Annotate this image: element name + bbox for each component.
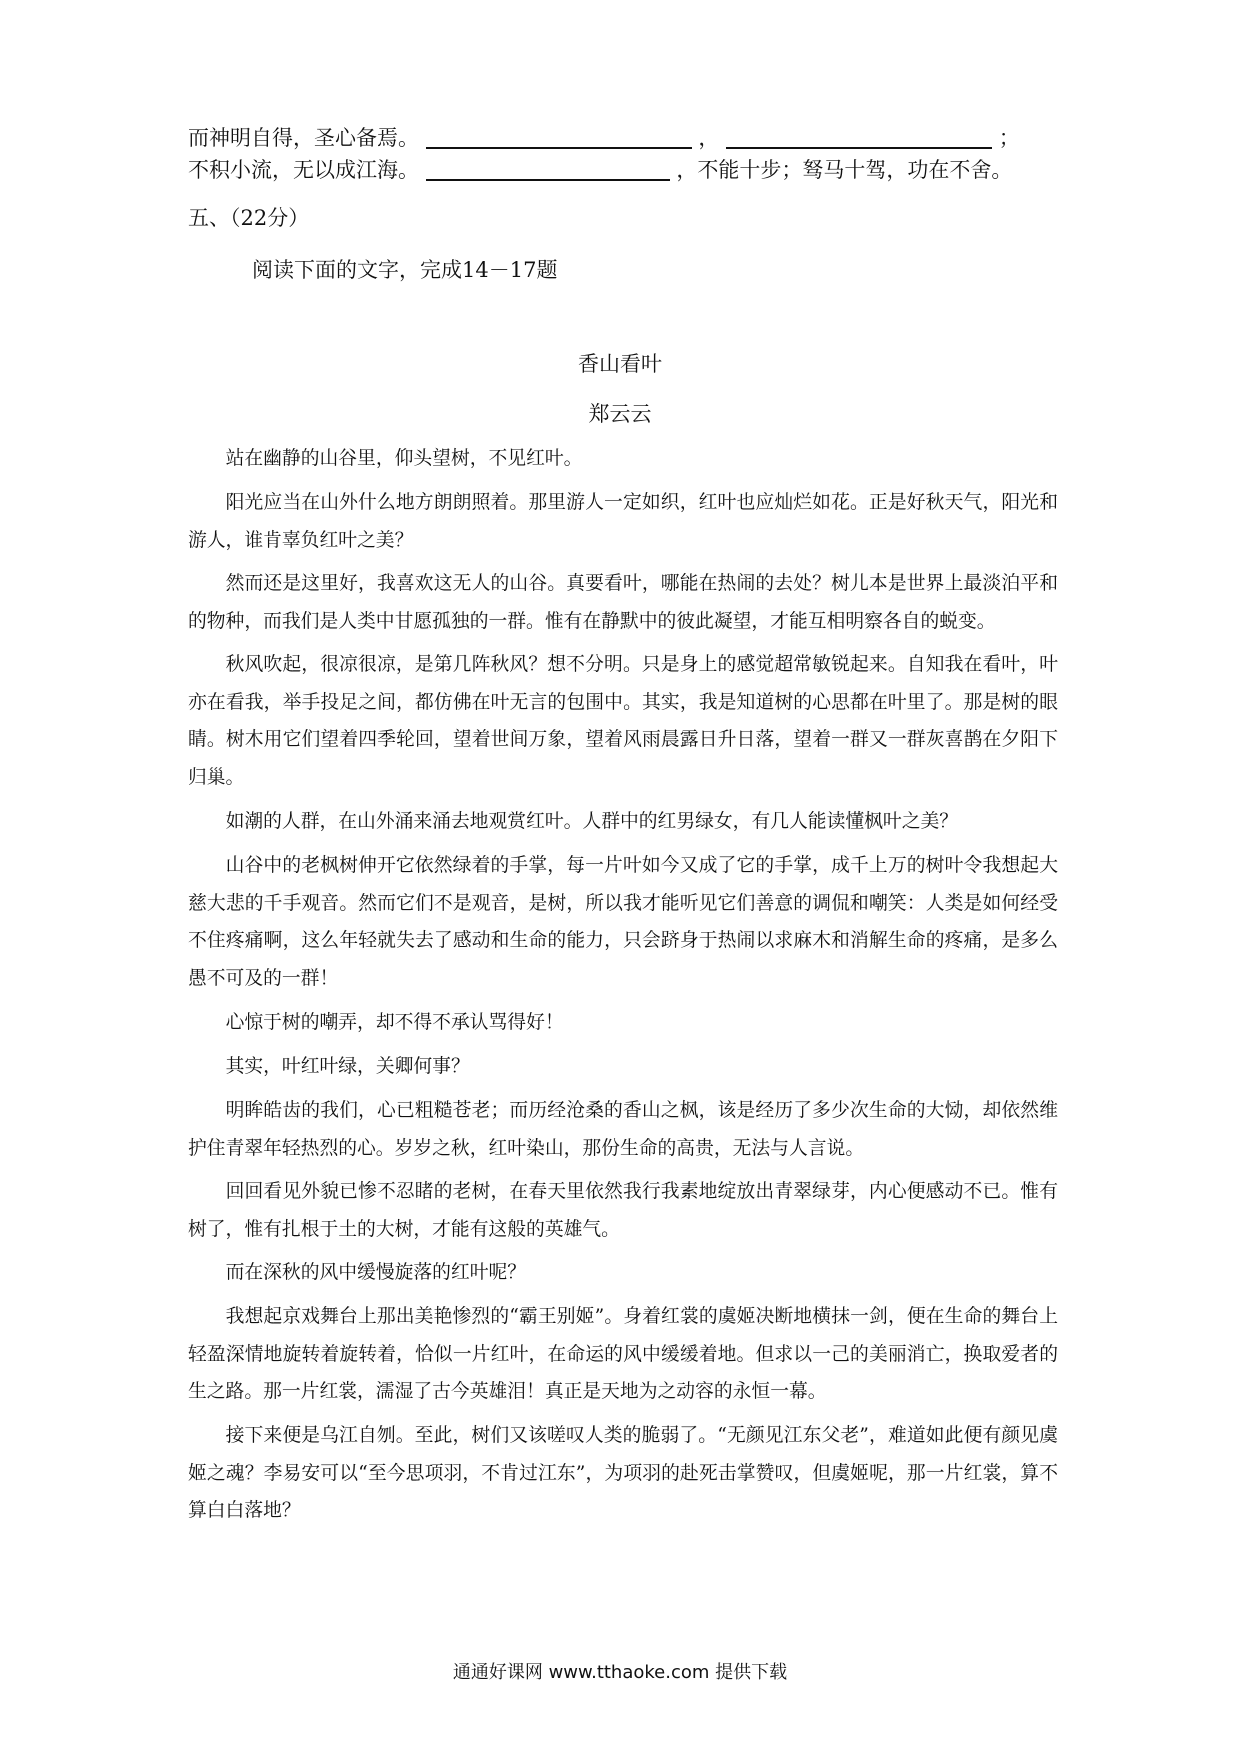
section-heading: 五、（22分） bbox=[188, 206, 310, 230]
answer-blank-2[interactable] bbox=[726, 125, 992, 149]
page-footer: 通通好课网 www.tthaoke.com 提供下载 bbox=[452, 1662, 788, 1683]
article-paragraph-5: 如潮的人群，在山外涌来涌去地观赏红叶。人群中的红男绿女，有几人能读懂枫叶之美？ bbox=[225, 811, 959, 832]
article-paragraph-12: 我想起京戏舞台上那出美艳惨烈的“霸王别姬”。身着红裳的虞姬决断地横抹一剑，便在生命的舞台上轻盈深情地旋转着旋转着，恰似一片红叶，在命运的风中缓缓着地。但求以一己的美丽消亡，换取爱者的生之路。那一片红裳，濡湿了古今英雄泪！真正是天地为之动容的永恒一幕。 bbox=[188, 1306, 1058, 1403]
article-paragraph-13: 接下来便是乌江自刎。至此，树们又该嗟叹人类的脆弱了。“无颜见江东父老”，难道如此便有颜见虞姬之魂？李易安可以“至今思项羽，不肯过江东”，为项羽的赴死击掌赞叹，但虞姬呢，那一片红裳，算不算白白落地？ bbox=[188, 1425, 1058, 1522]
article-paragraph-3: 然而还是这里好，我喜欢这无人的山谷。真要看叶，哪能在热闹的去处？树儿本是世界上最淡泊平和的物种，而我们是人类中甘愿孤独的一群。惟有在静默中的彼此凝望，才能互相明察各自的蜕变。 bbox=[188, 573, 1058, 632]
article-title: 香山看叶 bbox=[578, 352, 662, 376]
article-paragraph-8: 其实，叶红叶绿，关卿何事？ bbox=[225, 1056, 470, 1077]
fill-blank-text-1: 而神明自得，圣心备焉。 bbox=[188, 126, 419, 150]
article-paragraph-11: 而在深秋的风中缓慢旋落的红叶呢？ bbox=[225, 1262, 527, 1283]
article-paragraph-2: 阳光应当在山外什么地方朗朗照着。那里游人一定如织，红叶也应灿烂如花。正是好秋天气，阳光和游人，谁肯辜负红叶之美？ bbox=[188, 492, 1058, 551]
fill-blank-semicolon: ； bbox=[998, 126, 1020, 150]
article-paragraph-1: 站在幽静的山谷里，仰头望树，不见红叶。 bbox=[225, 448, 583, 469]
fill-blank-line-1 bbox=[188, 124, 1020, 152]
fill-blank-comma: ， bbox=[698, 126, 720, 150]
article-paragraph-7: 心惊于树的嘲弄，却不得不承认骂得好！ bbox=[225, 1012, 564, 1033]
article-paragraph-10: 回回看见外貌已惨不忍睹的老树，在春天里依然我行我素地绽放出青翠绿芽，内心便感动不已。惟有树了，惟有扎根于土的大树，才能有这般的英雄气。 bbox=[188, 1181, 1058, 1240]
fill-blank-line-2 bbox=[188, 156, 1012, 184]
answer-blank-3[interactable] bbox=[426, 157, 670, 181]
section-instruction: 阅读下面的文字，完成14－17题 bbox=[252, 258, 558, 282]
article-paragraph-4: 秋风吹起，很凉很凉，是第几阵秋风？想不分明。只是身上的感觉超常敏锐起来。自知我在看叶，叶亦在看我，举手投足之间，都仿佛在叶无言的包围中。其实，我是知道树的心思都在叶里了。那是树的眼睛。树木用它们望着四季轮回，望着世间万象，望着风雨晨露日升日落，望着一群又一群灰喜鹊在夕阳下归巢。 bbox=[188, 654, 1058, 789]
article-paragraph-6: 山谷中的老枫树伸开它依然绿着的手掌，每一片叶如今又成了它的手掌，成千上万的树叶令我想起大慈大悲的千手观音。然而它们不是观音，是树，所以我才能听见它们善意的调侃和嘲笑：人类是如何经受不住疼痛啊，这么年轻就失去了感动和生命的能力，只会跻身于热闹以求麻木和消解生命的疼痛，是多么愚不可及的一群！ bbox=[188, 855, 1058, 990]
fill-blank-end: ，不能十步；驽马十驾，功在不舍。 bbox=[676, 158, 1013, 182]
answer-blank-1[interactable] bbox=[426, 125, 692, 149]
article-author: 郑云云 bbox=[588, 402, 652, 426]
fill-blank-text-2: 不积小流，无以成江海。 bbox=[188, 158, 419, 182]
article-paragraph-9: 明眸皓齿的我们，心已粗糙苍老；而历经沧桑的香山之枫，该是经历了多少次生命的大恸，却依然维护住青翠年轻热烈的心。岁岁之秋，红叶染山，那份生命的高贵，无法与人言说。 bbox=[188, 1100, 1058, 1159]
